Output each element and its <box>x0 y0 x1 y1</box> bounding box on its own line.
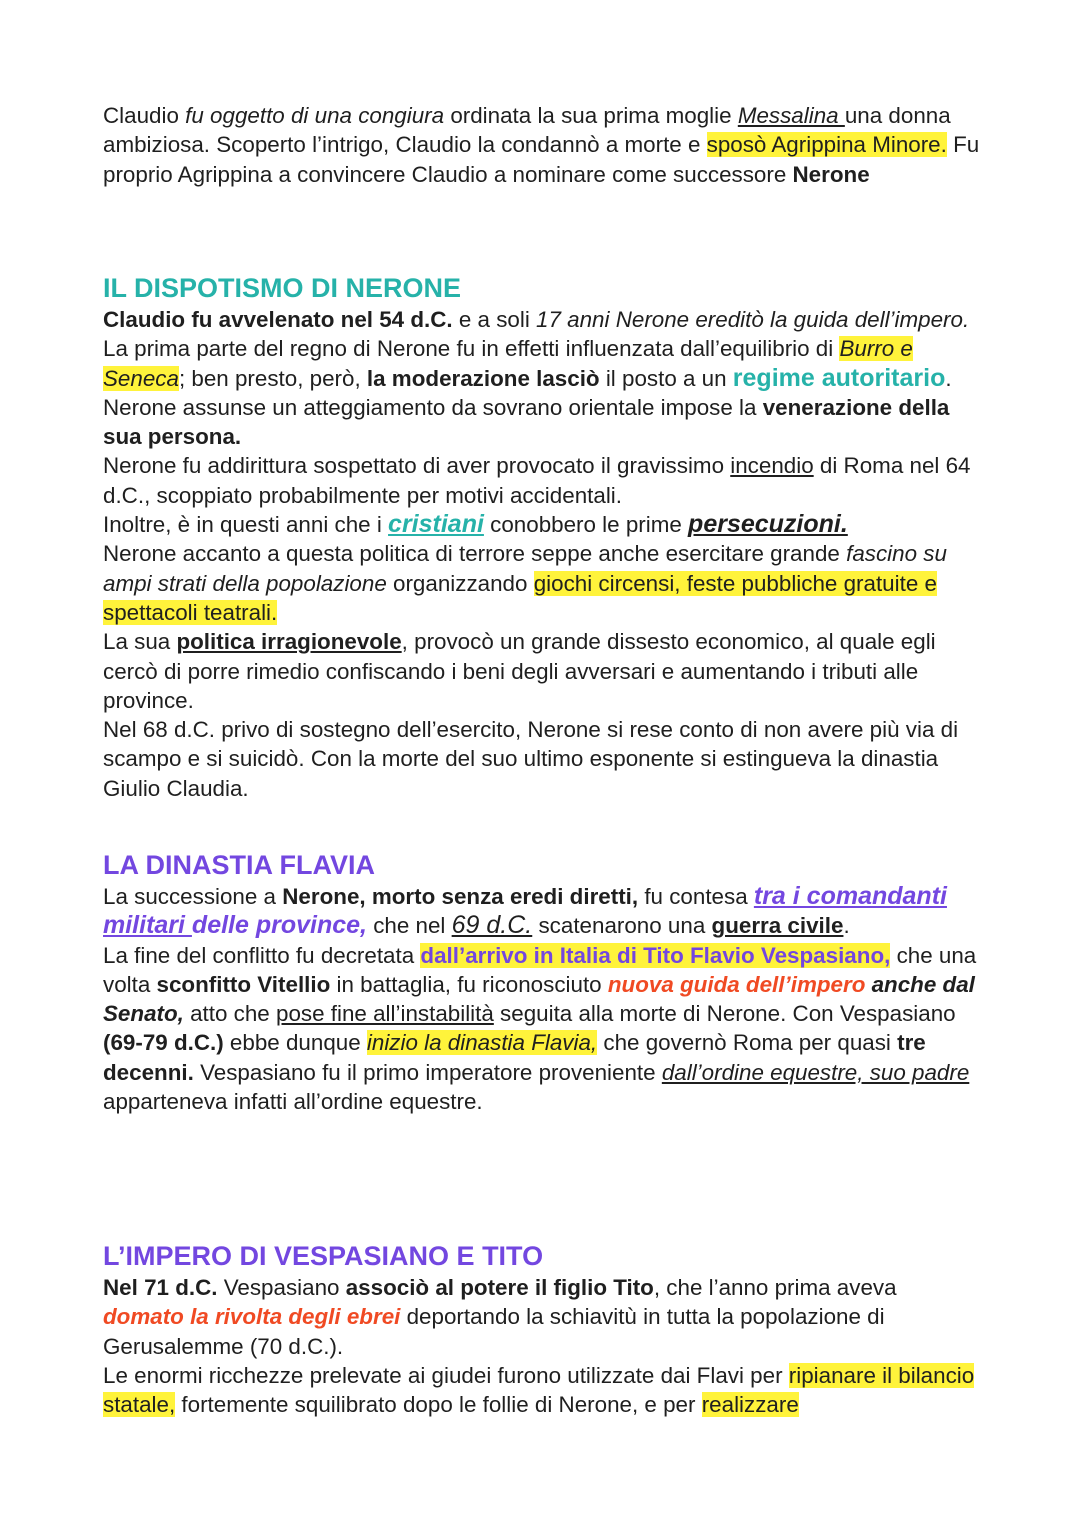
text-run: politica irragionevole <box>176 629 402 655</box>
section-heading-flavia: LA DINASTIA FLAVIA <box>103 850 375 880</box>
text-run: atto che <box>183 1001 276 1027</box>
text-run: Inoltre, è in questi anni che i <box>103 512 389 538</box>
paragraph <box>103 627 983 715</box>
paragraph <box>103 1273 983 1361</box>
text-run: sconfitto Vitellio <box>156 971 331 997</box>
keyword-regime: regime autoritario <box>732 363 946 392</box>
text-run: Claudio fu avvelenato nel 54 d.C. <box>103 307 453 332</box>
highlighted-text: realizzare <box>701 1392 799 1418</box>
paragraph <box>103 882 983 941</box>
text-run: Le enormi ricchezze prelevate ai giudei furono utilizzate dai Flavi per <box>103 1362 789 1388</box>
highlighted-text: Burro e Seneca <box>103 336 913 391</box>
intro-paragraph <box>103 101 983 189</box>
text-run: Nerone fu addirittura sospettato di aver provocato il gravissimo <box>103 453 731 479</box>
text-run: fu contesa <box>638 884 754 909</box>
text-run: ordinata la sua prima moglie <box>444 103 738 128</box>
text-run: seguita alla morte di Nerone. Con Vespasiano <box>493 1001 956 1027</box>
text-run: , provocò un grande dissesto economico, al quale egli cercò di porre rimedio confiscando i beni degli avversari e aumentando i tributi alle province. <box>103 629 936 713</box>
text-run: Vespasiano fu il primo imperatore proveniente <box>193 1059 662 1085</box>
text-run: e a soli <box>452 307 537 332</box>
text-run: . Nerone assunse un atteggiamento da sovrano orientale impose la <box>103 365 952 420</box>
text-run: che una volta <box>103 942 977 997</box>
highlighted-text: ripianare il bilancio statale, <box>103 1362 975 1418</box>
keyword-cristiani: cristiani <box>388 510 484 539</box>
text-run: La fine del conflitto fu decretata <box>103 942 421 968</box>
text-run: che nel <box>366 913 452 939</box>
text-run: venerazione della sua persona. <box>103 394 950 450</box>
paragraph <box>103 1361 983 1420</box>
text-run: conobbero le prime <box>483 512 689 538</box>
paragraph: Nel 68 d.C. privo di sostegno dell’esercito, Nerone si rese conto di non avere più via di scampo e si suicidò. Con la morte del suo ultimo esponente si estingueva la dinastia Giulio Claudia. <box>103 717 959 801</box>
text-run: dall’ordine equestre, suo padre <box>661 1059 970 1085</box>
text-run: pose fine all’instabilità <box>276 1001 494 1027</box>
text-run: ebbe dunque <box>223 1030 367 1056</box>
paragraph <box>103 941 983 1117</box>
text-run: la moderazione lasciò <box>366 365 600 391</box>
text-run: deportando la schiavitù in tutta la popolazione di Gerusalemme (70 d.C.). <box>103 1304 885 1359</box>
text-run: Claudio <box>103 103 186 128</box>
text-run: apparteneva infatti all’ordine equestre. <box>103 1089 483 1115</box>
paragraph <box>103 539 983 627</box>
keyword-guida: nuova guida dell’impero <box>607 971 866 997</box>
text-run: organizzando <box>386 570 534 596</box>
text-run: fortemente squilibrato dopo le follie di Nerone, e per <box>175 1392 702 1418</box>
paragraph <box>103 305 983 451</box>
section-body-nerone <box>103 305 983 803</box>
text-run: Nerone, morto senza eredi diretti, <box>282 884 639 909</box>
section-body-flavia <box>103 882 983 1116</box>
highlighted-text: giochi circensi, feste pubbliche gratuite e spettacoli teatrali. <box>103 570 937 625</box>
text-run: ; ben presto, però, <box>178 365 367 391</box>
text-run: Nerone <box>792 161 870 187</box>
paragraph <box>103 451 983 510</box>
keyword-comandanti: tra i comandanti militari <box>103 882 947 940</box>
text-run: scatenarono una <box>532 913 712 939</box>
text-run: associò al potere il figlio Tito <box>345 1275 654 1300</box>
text-run: fascino su ampi strati della popolazione <box>103 541 947 596</box>
section-heading-nerone: IL DISPOTISMO DI NERONE <box>103 273 462 303</box>
text-run: di Roma nel 64 d.C., scoppiato probabilmente per motivi accidentali. <box>103 453 971 508</box>
keyword-persecuzioni: persecuzioni. <box>688 510 848 539</box>
text-run: guerra civile <box>711 913 844 939</box>
text-run: fu oggetto di una congiura <box>185 103 445 128</box>
section-heading-vespasiano: L’IMPERO DI VESPASIANO E TITO <box>103 1241 544 1271</box>
keyword-rivolta: domato la rivolta degli ebrei <box>103 1304 401 1330</box>
text-run: incendio <box>730 453 814 479</box>
text-run: . <box>843 913 850 939</box>
text-run: Nel 71 d.C. <box>103 1275 218 1300</box>
highlighted-text: dall’arrivo in Italia di Tito Flavio Vespasiano, <box>420 942 891 968</box>
paragraph <box>103 510 983 539</box>
text-run: (69-79 d.C.) <box>103 1030 224 1056</box>
text-run: anche dal Senato, <box>103 971 975 1027</box>
text-run: La sua <box>103 629 177 655</box>
text-run: 69 d.C. <box>451 911 533 940</box>
text-run: in battaglia, fu riconosciuto <box>330 971 608 997</box>
text-run: tre decenni. <box>103 1030 926 1085</box>
text-run: Fu proprio Agrippina a convincere Claudio a nominare come successore <box>103 132 980 187</box>
text-run: Messalina <box>737 103 845 128</box>
text-run: il posto a un <box>599 365 733 391</box>
text-run: La successione a <box>103 884 283 909</box>
text-run: Vespasiano <box>217 1275 346 1300</box>
highlighted-text: inizio la dinastia Flavia, <box>366 1030 598 1056</box>
text-run: una donna ambiziosa. Scoperto l’intrigo, Claudio la condannò a morte e <box>103 103 951 158</box>
highlighted-text: sposò Agrippina Minore. <box>706 132 947 158</box>
text-run: Nerone accanto a questa politica di terrore seppe anche esercitare grande <box>103 541 847 567</box>
text-run: 17 anni Nerone ereditò la guida dell’impero. <box>536 307 970 332</box>
text-run: che governò Roma per quasi <box>597 1030 898 1056</box>
keyword-province: delle province, <box>191 911 367 940</box>
text-run: , che l’anno prima aveva <box>653 1275 897 1300</box>
text-run: La prima parte del regno di Nerone fu in effetti influenzata dall’equilibrio di <box>103 336 840 362</box>
section-body-vespasiano <box>103 1273 983 1419</box>
